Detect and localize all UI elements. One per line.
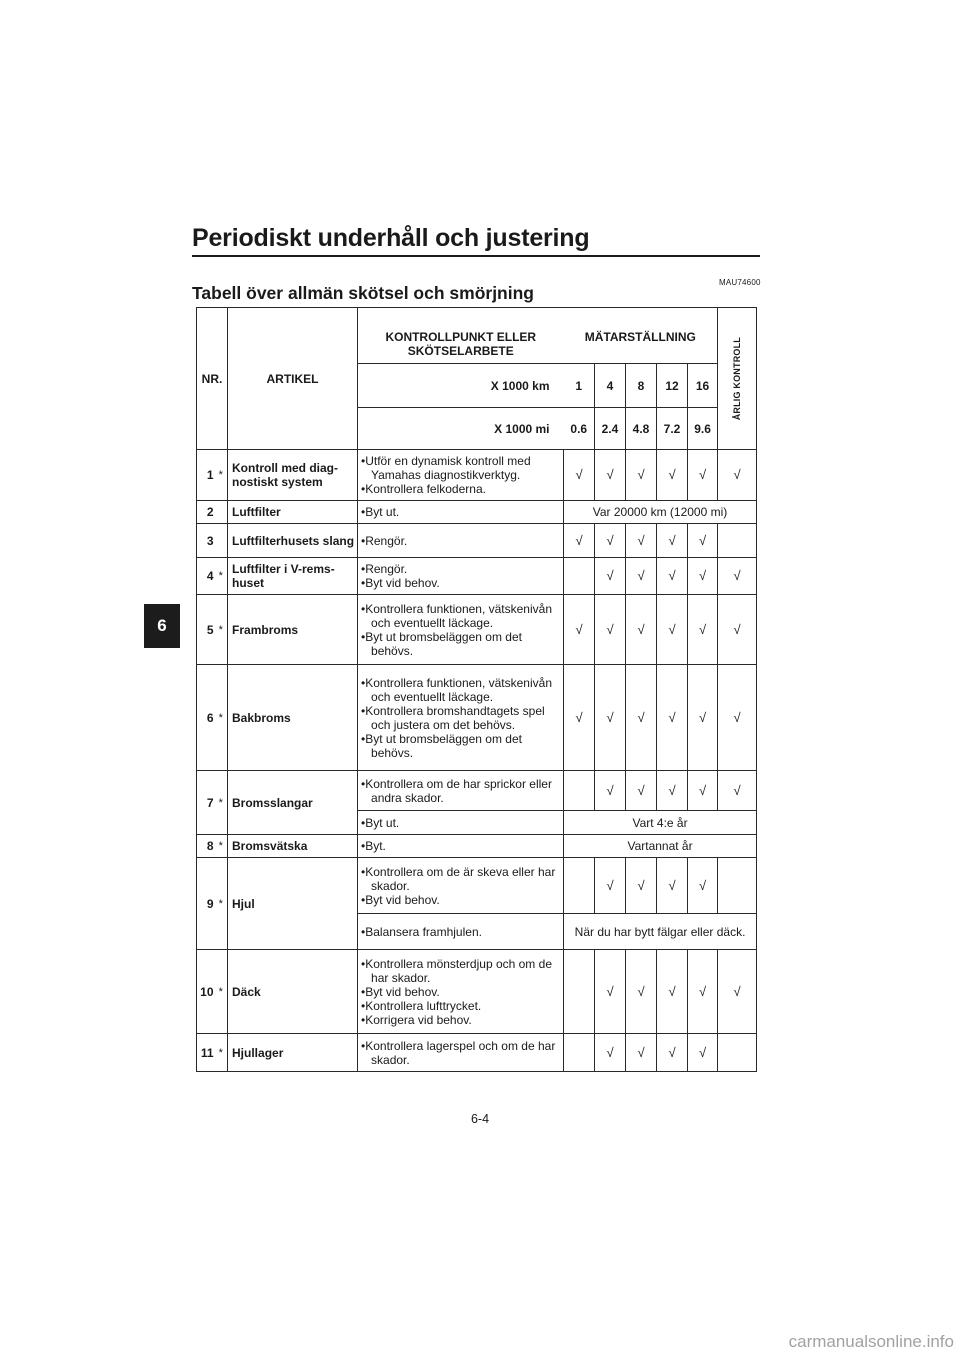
table-row	[197, 501, 757, 524]
task-item: • Kontrollera om de har sprickor eller andra skador.	[361, 777, 560, 805]
check-mark: √	[595, 450, 626, 501]
item-name: Hjul	[228, 858, 358, 950]
item-name: Luftfilter i V-remshuset	[228, 558, 358, 595]
task-item: • Byt vid behov.	[361, 576, 560, 590]
task-item: • Balansera framhjulen.	[361, 925, 560, 939]
check-mark: √	[564, 450, 595, 501]
empty-cell	[215, 501, 228, 524]
item-name: Bakbroms	[228, 665, 358, 771]
check-mark: √	[657, 524, 688, 558]
task-cell	[358, 858, 564, 914]
task-list	[361, 562, 560, 590]
empty-cell	[718, 524, 757, 558]
check-mark: √	[688, 558, 718, 595]
table-row	[197, 595, 757, 665]
check-mark: √	[688, 450, 718, 501]
task-list	[361, 602, 560, 658]
mi-value: 2.4	[595, 408, 626, 450]
check-mark: √	[626, 950, 657, 1034]
task-cell	[358, 558, 564, 595]
check-mark: √	[626, 1034, 657, 1072]
row-number: 10	[197, 950, 215, 1034]
task-list	[361, 505, 560, 519]
table-row	[197, 1034, 757, 1072]
check-mark: √	[657, 558, 688, 595]
task-list	[361, 865, 560, 907]
table-row	[197, 665, 757, 771]
check-mark: √	[626, 450, 657, 501]
task-cell	[358, 1034, 564, 1072]
task-list	[361, 1039, 560, 1067]
check-mark: √	[595, 950, 626, 1034]
dealer-mark: *	[215, 835, 228, 858]
check-mark: √	[718, 771, 757, 811]
check-mark: √	[626, 524, 657, 558]
empty-cell	[564, 771, 595, 811]
task-item: • Rengör.	[361, 562, 560, 576]
check-mark: √	[718, 450, 757, 501]
task-item: • Kontrollera mönsterdjup och om de har skador.	[361, 957, 560, 985]
check-mark: √	[564, 524, 595, 558]
check-mark: √	[688, 665, 718, 771]
task-cell	[358, 524, 564, 558]
empty-cell	[718, 1034, 757, 1072]
header-matarstallning: MÄTARSTÄLLNING	[564, 308, 718, 364]
section-heading: Tabell över allmän skötsel och smörjning	[192, 283, 534, 303]
mi-value: 4.8	[626, 408, 657, 450]
check-mark: √	[718, 665, 757, 771]
check-mark: √	[595, 595, 626, 665]
check-mark: √	[595, 524, 626, 558]
task-list	[361, 454, 560, 496]
task-item: • Kontrollera bromshandtagets spel och justera om det behövs.	[361, 704, 560, 732]
check-mark: √	[626, 665, 657, 771]
page-title: Periodiskt underhåll och justering	[192, 224, 590, 252]
check-mark: √	[657, 450, 688, 501]
check-mark: √	[688, 771, 718, 811]
check-mark: √	[718, 595, 757, 665]
task-item: • Rengör.	[361, 534, 560, 548]
item-name: Luftfilterhusets slang	[228, 524, 358, 558]
empty-cell	[564, 950, 595, 1034]
check-mark: √	[626, 771, 657, 811]
item-name: Kontroll med diagnostiskt system	[228, 450, 358, 501]
task-item: • Kontrollera lagerspel och om de har skador.	[361, 1039, 560, 1067]
task-item: • Kontrollera om de är skeva eller har skador.	[361, 865, 560, 893]
task-list	[361, 957, 560, 1027]
row-number: 7	[197, 771, 215, 835]
row-number: 4	[197, 558, 215, 595]
check-mark: √	[595, 1034, 626, 1072]
check-mark: √	[595, 771, 626, 811]
empty-cell	[564, 858, 595, 914]
check-mark: √	[718, 950, 757, 1034]
table-row	[197, 524, 757, 558]
task-item: • Kontrollera felkoderna.	[361, 482, 560, 496]
mi-label: X 1000 mi	[358, 408, 564, 450]
check-mark: √	[657, 595, 688, 665]
dealer-mark: *	[215, 595, 228, 665]
km-value: 8	[626, 364, 657, 408]
task-item: • Byt ut bromsbeläggen om det behövs.	[361, 732, 560, 760]
check-mark: √	[595, 558, 626, 595]
task-list	[361, 676, 560, 760]
check-mark: √	[657, 665, 688, 771]
table-row	[197, 450, 757, 501]
task-cell	[358, 914, 564, 950]
task-item: • Kontrollera lufttrycket.	[361, 999, 560, 1013]
task-item: • Kontrollera funktionen, vätskenivån och eventuellt läckage.	[361, 602, 560, 630]
task-cell	[358, 811, 564, 835]
km-value: 12	[657, 364, 688, 408]
check-mark: √	[657, 771, 688, 811]
task-cell	[358, 950, 564, 1034]
check-mark: √	[595, 858, 626, 914]
row-number: 3	[197, 524, 215, 558]
empty-cell	[215, 524, 228, 558]
interval-text: Vartannat år	[564, 835, 757, 858]
task-cell	[358, 665, 564, 771]
watermark: carmanualsonline.info	[788, 1332, 954, 1351]
maintenance-table	[196, 307, 757, 1072]
task-item: • Utför en dynamisk kontroll med Yamahas diagnostikverktyg.	[361, 454, 560, 482]
check-mark: √	[595, 665, 626, 771]
item-name: Hjullager	[228, 1034, 358, 1072]
task-cell	[358, 771, 564, 811]
task-cell	[358, 835, 564, 858]
task-item: • Byt vid behov.	[361, 985, 560, 999]
reference-code: MAU74600	[719, 278, 761, 287]
task-item: • Korrigera vid behov.	[361, 1013, 560, 1027]
task-cell	[358, 501, 564, 524]
dealer-mark: *	[215, 558, 228, 595]
dealer-mark: *	[215, 950, 228, 1034]
check-mark: √	[564, 665, 595, 771]
row-number: 2	[197, 501, 215, 524]
item-name: Däck	[228, 950, 358, 1034]
row-number: 1	[197, 450, 215, 501]
dealer-mark: *	[215, 858, 228, 950]
check-mark: √	[688, 524, 718, 558]
task-item: • Byt.	[361, 839, 560, 853]
task-list	[361, 534, 560, 548]
item-name: Luftfilter	[228, 501, 358, 524]
task-list	[361, 839, 560, 853]
mi-value: 0.6	[564, 408, 595, 450]
task-list	[361, 777, 560, 805]
dealer-mark: *	[215, 450, 228, 501]
km-value: 16	[688, 364, 718, 408]
check-mark: √	[688, 595, 718, 665]
row-number: 8	[197, 835, 215, 858]
header-arlig-kontroll: ÅRLIG KONTROLL	[718, 308, 757, 450]
empty-cell	[564, 558, 595, 595]
chapter-tab: 6	[144, 604, 180, 648]
task-item: • Byt vid behov.	[361, 893, 560, 907]
task-item: • Byt ut bromsbeläggen om det behövs.	[361, 630, 560, 658]
table-row	[197, 950, 757, 1034]
km-value: 1	[564, 364, 595, 408]
check-mark: √	[718, 558, 757, 595]
header-kontrollpunkt: KONTROLLPUNKT ELLER SKÖTSELARBETE	[358, 308, 564, 364]
empty-cell	[564, 1034, 595, 1072]
task-list	[361, 925, 560, 939]
item-name: Bromsvätska	[228, 835, 358, 858]
check-mark: √	[688, 1034, 718, 1072]
task-cell	[358, 595, 564, 665]
table-row	[197, 835, 757, 858]
empty-cell	[718, 858, 757, 914]
dealer-mark: *	[215, 665, 228, 771]
header-artikel: ARTIKEL	[228, 308, 358, 450]
item-name: Frambroms	[228, 595, 358, 665]
item-name: Bromsslangar	[228, 771, 358, 835]
interval-text: Var 20000 km (12000 mi)	[564, 501, 757, 524]
check-mark: √	[657, 1034, 688, 1072]
header-row	[197, 308, 757, 364]
table-row	[197, 858, 757, 914]
check-mark: √	[626, 558, 657, 595]
check-mark: √	[657, 950, 688, 1034]
interval-text: När du har bytt fälgar eller däck.	[564, 914, 757, 950]
task-cell	[358, 450, 564, 501]
title-rule	[192, 255, 760, 257]
row-number: 5	[197, 595, 215, 665]
check-mark: √	[657, 858, 688, 914]
mi-value: 7.2	[657, 408, 688, 450]
row-number: 9	[197, 858, 215, 950]
km-label: X 1000 km	[358, 364, 564, 408]
row-number: 6	[197, 665, 215, 771]
task-list	[361, 816, 560, 830]
dealer-mark: *	[215, 771, 228, 835]
check-mark: √	[626, 858, 657, 914]
check-mark: √	[626, 595, 657, 665]
mi-value: 9.6	[688, 408, 718, 450]
task-item: • Kontrollera funktionen, vätskenivån och eventuellt läckage.	[361, 676, 560, 704]
check-mark: √	[688, 858, 718, 914]
page-number: 6-4	[470, 1112, 490, 1126]
task-item: • Byt ut.	[361, 505, 560, 519]
table-row	[197, 771, 757, 811]
table-row	[197, 558, 757, 595]
interval-text: Vart 4:e år	[564, 811, 757, 835]
row-number: 11	[197, 1034, 215, 1072]
header-nr: NR.	[197, 308, 228, 450]
km-value: 4	[595, 364, 626, 408]
task-item: • Byt ut.	[361, 816, 560, 830]
check-mark: √	[688, 950, 718, 1034]
check-mark: √	[564, 595, 595, 665]
dealer-mark: *	[215, 1034, 228, 1072]
